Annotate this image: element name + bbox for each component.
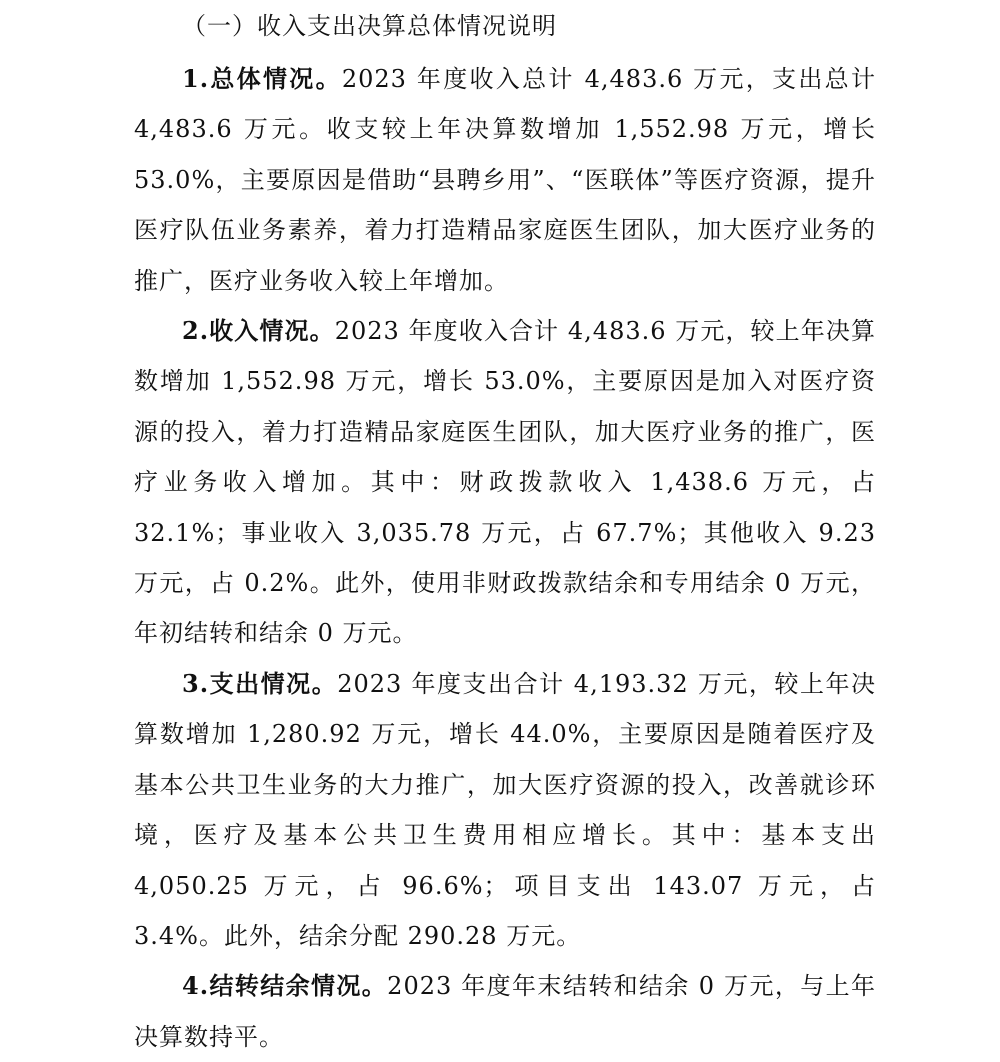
paragraph-body: 2023 年度年末结转和结余 0 万元，与上年决算数持平。 bbox=[134, 972, 877, 1051]
paragraph-body: 2023 年度收入合计 4,483.6 万元，较上年决算数增加 1,552.98 万元，增长 53.0%，主要原因是加入对医疗资源的投入，着力打造精品家庭医生团队，加大医疗业务的推广，医疗业务收入增加。其中：财政拨款收入 1,438.6 万元，占 32.1%；事业收入 3,035.78 万元，占 67.7%；其他收入 9.23 万元，占 0.2%。此外，使用非财政拨款结余和专用结余 0 万元，年初结转和结余 0 万元。 bbox=[134, 317, 876, 648]
section-heading: （一）收入支出决算总体情况说明 bbox=[182, 12, 557, 40]
paragraph-body: 2023 年度收入总计 4,483.6 万元，支出总计 4,483.6 万元。收支较上年决算数增加 1,552.98 万元，增长 53.0%，主要原因是借助“县聘乡用”、“医联体”等医疗资源，提升医疗队伍业务素养，着力打造精品家庭医生团队，加大医疗业务的推广，医疗业务收入较上年增加。 bbox=[134, 65, 876, 295]
paragraph-lead: 4.结转结余情况。 bbox=[182, 971, 388, 1001]
paragraph-lead: 2.收入情况。 bbox=[182, 316, 335, 346]
paragraph-income bbox=[134, 306, 876, 659]
paragraph-expenditure bbox=[134, 659, 876, 961]
paragraph-body: 2023 年度支出合计 4,193.32 万元，较上年决算数增加 1,280.92 万元，增长 44.0%，主要原因是随着医疗及基本公共卫生业务的大力推广，加大医疗资源的投入，改善就诊环境，医疗及基本公共卫生费用相应增长。其中：基本支出 4,050.25 万元，占 96.6%；项目支出 143.07 万元，占 3.4%。此外，结余分配 290.28 万元。 bbox=[134, 669, 876, 950]
paragraph-carryover bbox=[134, 961, 876, 1062]
paragraph-lead: 1.总体情况。 bbox=[182, 64, 342, 93]
document-page bbox=[134, 6, 876, 1062]
paragraph-lead: 3.支出情况。 bbox=[182, 668, 338, 698]
paragraph-overall bbox=[134, 54, 876, 306]
